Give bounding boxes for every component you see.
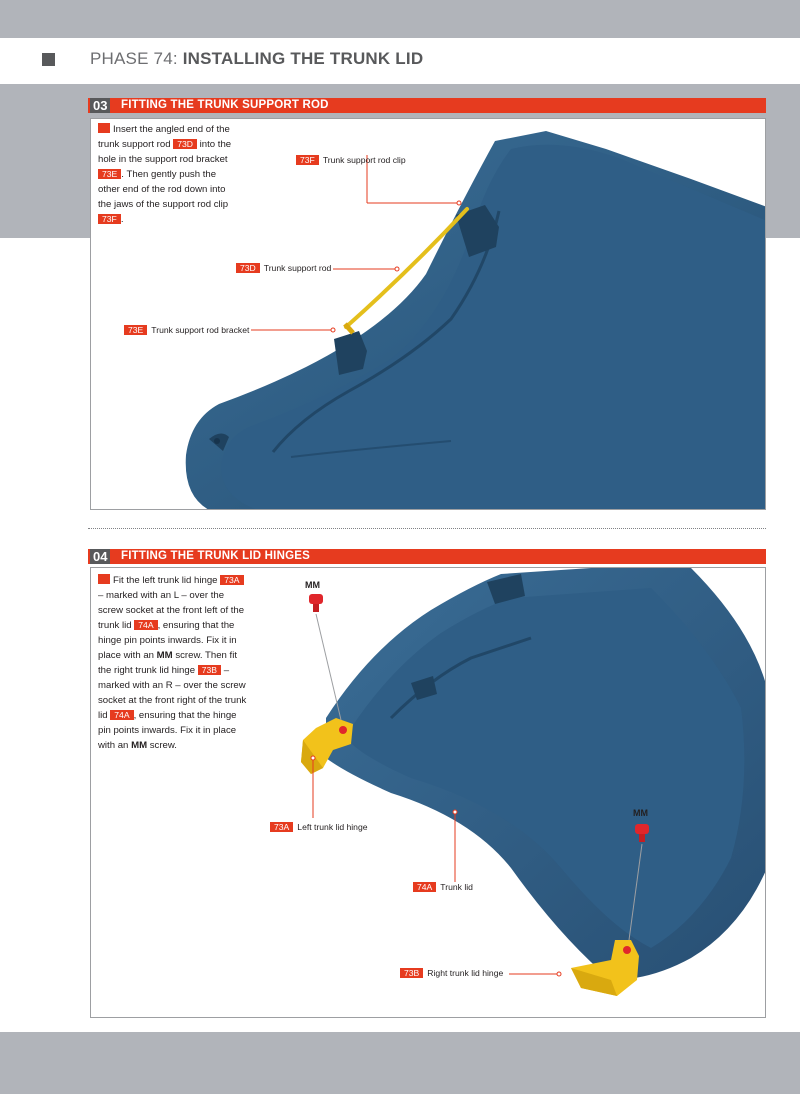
instruction-text: . Then gently push the other end of the rod down into the jaws of the support rod clip bbox=[98, 169, 229, 210]
step-03-instructions bbox=[98, 122, 238, 227]
callout-74a bbox=[413, 881, 473, 893]
instruction-text: – marked with an L – over the screw socket at the front left of the trunk lid bbox=[98, 590, 245, 631]
step-03-title: FITTING THE TRUNK SUPPORT ROD bbox=[121, 99, 329, 111]
callout-label: Trunk support rod clip bbox=[322, 155, 406, 165]
part-tag: 73A bbox=[220, 575, 243, 585]
part-tag: 74A bbox=[110, 710, 133, 720]
step-04-number: 04 bbox=[90, 549, 110, 564]
callout-label: Trunk support rod bbox=[263, 263, 332, 273]
part-tag: 74A bbox=[413, 882, 436, 892]
part-tag: 73F bbox=[296, 155, 319, 165]
callout-73f bbox=[296, 154, 406, 166]
step-03-number: 03 bbox=[90, 98, 110, 113]
phase-label: PHASE 74: bbox=[90, 49, 183, 68]
part-tag: 73F bbox=[98, 214, 121, 224]
callout-label: Trunk support rod bracket bbox=[151, 325, 250, 335]
part-tag: 73D bbox=[236, 263, 260, 273]
part-tag: 73A bbox=[270, 822, 293, 832]
instruction-text: Fit the left trunk lid hinge bbox=[113, 575, 218, 586]
step-04-title: FITTING THE TRUNK LID HINGES bbox=[121, 550, 310, 562]
section-divider bbox=[88, 528, 766, 529]
instruction-text: screw. Then fit the right trunk lid hinge bbox=[98, 650, 238, 676]
screw-left-icon bbox=[309, 594, 323, 612]
instruction-text: , ensuring that the hinge pin points inwards. Fix it in place with an bbox=[98, 710, 237, 751]
callout-73d bbox=[236, 262, 331, 274]
screw-code: MM bbox=[156, 650, 173, 661]
screw-label-right: MM bbox=[633, 808, 648, 818]
header-square-icon bbox=[42, 53, 55, 66]
callout-label: Trunk lid bbox=[440, 882, 473, 892]
step-04-instructions bbox=[98, 573, 250, 753]
screw-code: MM bbox=[131, 740, 148, 751]
instruction-text: into the hole in the support rod bracket bbox=[98, 139, 232, 165]
callout-73b bbox=[400, 967, 503, 979]
phase-title: INSTALLING THE TRUNK LID bbox=[182, 49, 424, 68]
callout-73e bbox=[124, 324, 249, 336]
part-tag: 73B bbox=[198, 665, 221, 675]
bottom-band bbox=[0, 1032, 800, 1094]
screw-label-left: MM bbox=[305, 580, 320, 590]
callout-label: Right trunk lid hinge bbox=[427, 968, 504, 978]
bullet-square-icon bbox=[98, 574, 110, 584]
bullet-square-icon bbox=[98, 123, 110, 133]
instruction-text: Insert the angled end of the trunk support rod bbox=[98, 124, 230, 150]
part-tag: 73B bbox=[400, 968, 423, 978]
instruction-text: . bbox=[120, 214, 124, 225]
page-title bbox=[90, 49, 423, 69]
instruction-text: screw. bbox=[149, 740, 177, 751]
part-tag: 73D bbox=[173, 139, 197, 149]
callout-73a bbox=[270, 821, 368, 833]
part-tag: 73E bbox=[98, 169, 121, 179]
part-tag: 74A bbox=[134, 620, 157, 630]
instruction-text: , ensuring that the hinge pin points inwards. Fix it in place with an bbox=[98, 620, 237, 661]
part-tag: 73E bbox=[124, 325, 147, 335]
instruction-text: – marked with an R – over the screw socket at the front right of the trunk lid bbox=[98, 665, 247, 721]
top-band bbox=[0, 0, 800, 38]
callout-label: Left trunk lid hinge bbox=[297, 822, 368, 832]
